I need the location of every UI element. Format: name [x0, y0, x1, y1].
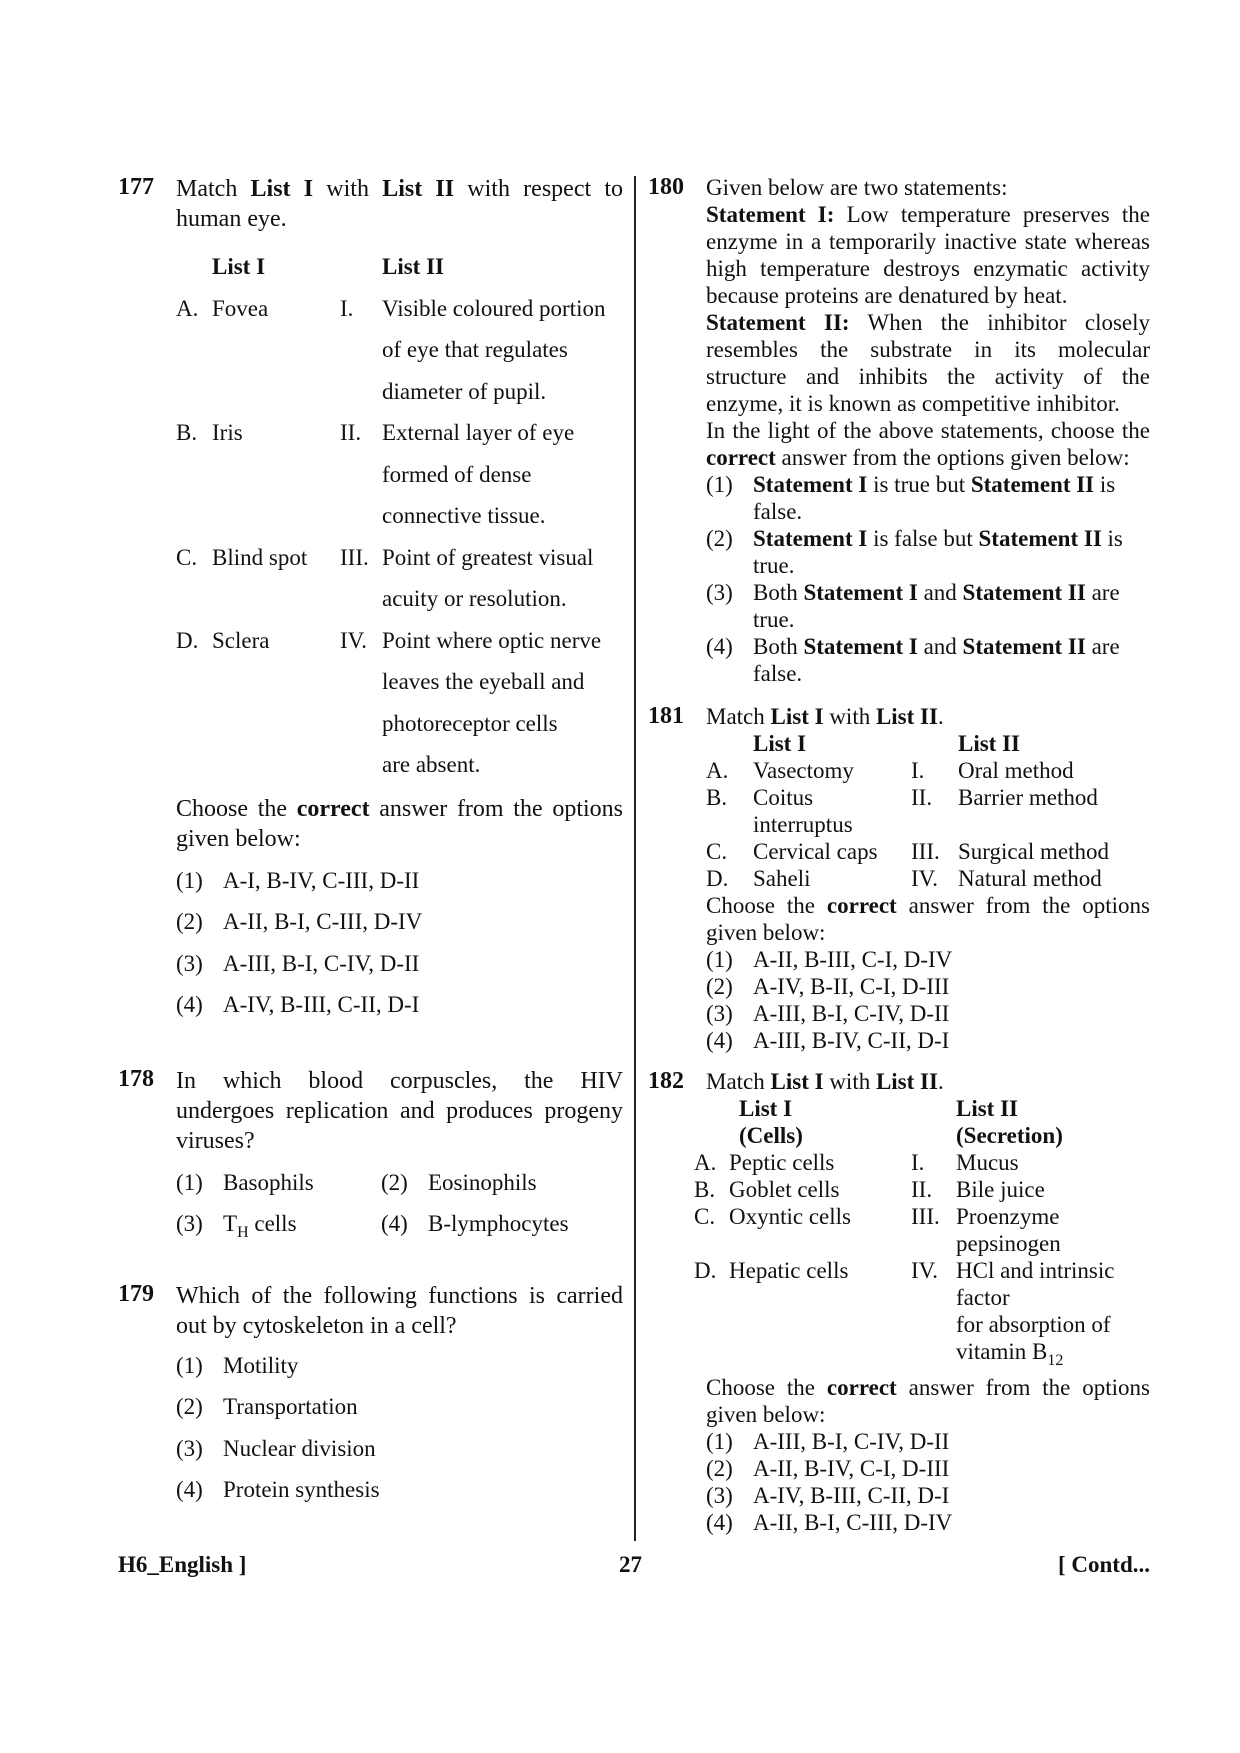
footer-left: H6_English ] — [118, 1552, 247, 1577]
match-row: D. Saheli IV. Natural method — [706, 866, 1102, 891]
match-row-continued: connective tissue. — [382, 503, 546, 528]
statement-1: Statement I: Low temperature preserves the enzyme in a temporarily inactive state whereas high temperature destroys enzymatic activity because proteins are denatured by heat. — [706, 202, 1150, 308]
option[interactable]: (2) A-II, B-I, C-III, D-IV — [176, 909, 423, 934]
question-text: Match List I with List II with respect to human eye. — [176, 176, 624, 232]
match-row-continued: are absent. — [382, 752, 481, 777]
match-row: A. Peptic cells I. Mucus — [694, 1150, 1019, 1175]
option[interactable]: (4) A-III, B-IV, C-II, D-I — [706, 1028, 950, 1053]
question-181 — [648, 703, 1150, 1054]
match-row-continued: acuity or resolution. — [382, 586, 567, 611]
question-177 — [118, 174, 623, 1026]
choose-instruction: In the light of the above statements, choose the correct answer from the options given below: — [706, 418, 1150, 470]
question-intro: Given below are two statements: — [706, 175, 1008, 200]
left-column — [118, 174, 623, 1511]
option[interactable]: (3) Both Statement I and Statement II are true. — [706, 580, 1120, 632]
choose-instruction: Choose the correct answer from the options given below: — [706, 1375, 1150, 1427]
option[interactable]: (3) $T_H$ cells — [176, 1210, 297, 1241]
question-178 — [118, 1066, 623, 1253]
right-column — [648, 174, 1150, 1536]
match-table — [176, 246, 623, 786]
question-number: 182 — [648, 1068, 684, 1094]
option[interactable]: (2) A-II, B-IV, C-I, D-III — [706, 1456, 950, 1481]
option[interactable]: (1) A-I, B-IV, C-III, D-II — [176, 867, 420, 893]
question-182 — [648, 1068, 1150, 1536]
option[interactable]: (3) A-III, B-I, C-IV, D-II — [176, 950, 420, 976]
options — [176, 1345, 623, 1511]
match-row-continued: diameter of pupil. — [382, 378, 547, 404]
match-table — [706, 730, 1150, 892]
match-row: D. Hepatic cells IV. HCl and intrinsic factor — [694, 1258, 1115, 1310]
match-row: A. Vasectomy I. Oral method — [706, 758, 1074, 783]
match-row-continued: photoreceptor cells — [382, 710, 558, 736]
question-number: 179 — [118, 1280, 154, 1307]
option[interactable]: (4) B-lymphocytes — [381, 1210, 569, 1236]
options — [176, 1162, 623, 1253]
match-table-subheader: (Cells) (Secretion) — [739, 1123, 1063, 1148]
option[interactable]: (1) A-III, B-I, C-IV, D-II — [706, 1429, 950, 1454]
question-text: Match List I with List II. — [706, 1069, 944, 1094]
option[interactable]: (1) Basophils — [176, 1169, 314, 1195]
question-number: 181 — [648, 703, 684, 729]
option[interactable]: (2) A-IV, B-II, C-I, D-III — [706, 974, 950, 999]
options — [176, 860, 623, 1026]
choose-instruction: Choose the correct answer from the options given below: — [706, 893, 1150, 945]
match-table-header: List I List II — [739, 1096, 1018, 1121]
match-row-continued: of eye that regulates — [382, 337, 568, 362]
option[interactable]: (2) Eosinophils — [381, 1169, 537, 1195]
option[interactable]: (3) A-IV, B-III, C-II, D-I — [706, 1483, 950, 1508]
match-row: A. Fovea I. Visible coloured portion — [176, 295, 606, 321]
match-row: B. Goblet cells II. Bile juice — [694, 1177, 1045, 1202]
question-179 — [118, 1281, 623, 1511]
match-row: D. Sclera IV. Point where optic nerve — [176, 627, 602, 653]
question-number: 180 — [648, 174, 684, 200]
question-180 — [648, 174, 1150, 687]
match-row: B. Coitus II. Barrier method — [706, 785, 1098, 810]
match-table-header: List I List II — [753, 731, 1020, 756]
match-row: B. Iris II. External layer of eye — [176, 420, 575, 445]
question-number: 178 — [118, 1065, 154, 1092]
option[interactable]: (3) A-III, B-I, C-IV, D-II — [706, 1001, 950, 1026]
match-row-continued: for absorption of — [956, 1312, 1111, 1337]
match-row: C. Oxyntic cells III. Proenzyme pepsinogen — [694, 1204, 1061, 1256]
match-table-header: List I List II — [212, 254, 444, 279]
option[interactable]: (2) Statement I is false but Statement II is true. — [706, 526, 1123, 578]
option[interactable]: (4) Both Statement I and Statement II are false. — [706, 634, 1120, 686]
question-text: In which blood corpuscles, the HIV undergoes replication and produces progeny viruses? — [176, 1067, 623, 1154]
match-row: C. Cervical caps III. Surgical method — [706, 839, 1109, 864]
option[interactable]: (2) Transportation — [176, 1394, 358, 1419]
question-text: Match List I with List II. — [706, 704, 944, 729]
footer-right: [ Contd... — [1057, 1552, 1150, 1577]
option[interactable]: (4) A-II, B-I, C-III, D-IV — [706, 1510, 953, 1535]
match-row-continued: vitamin $B_{12}$ — [956, 1339, 1064, 1369]
choose-instruction: Choose the correct answer from the options given below: — [176, 795, 623, 852]
statement-2: Statement II: When the inhibitor closely resembles the substrate in its molecular structure and inhibits the activity of the enzyme, it is known as competitive inhibitor. — [706, 310, 1151, 416]
match-row: C. Blind spot III. Point of greatest visual — [176, 544, 594, 570]
page-number: 27 — [619, 1552, 642, 1577]
option[interactable]: (4) A-IV, B-III, C-II, D-I — [176, 992, 420, 1017]
option[interactable]: (1) Motility — [176, 1352, 299, 1378]
match-row: interruptus — [753, 812, 853, 837]
option[interactable]: (1) Statement I is true but Statement II is false. — [706, 472, 1116, 524]
option[interactable]: (3) Nuclear division — [176, 1435, 376, 1461]
option[interactable]: (4) Protein synthesis — [176, 1477, 380, 1502]
option[interactable]: (1) A-II, B-III, C-I, D-IV — [706, 947, 953, 972]
question-text: Which of the following functions is carried out by cytoskeleton in a cell? — [176, 1282, 623, 1339]
question-number: 177 — [118, 174, 154, 200]
match-row-continued: formed of dense — [382, 461, 532, 487]
match-table — [694, 1095, 1150, 1374]
match-row-continued: leaves the eyeball and — [382, 669, 585, 694]
column-divider — [634, 176, 636, 1541]
